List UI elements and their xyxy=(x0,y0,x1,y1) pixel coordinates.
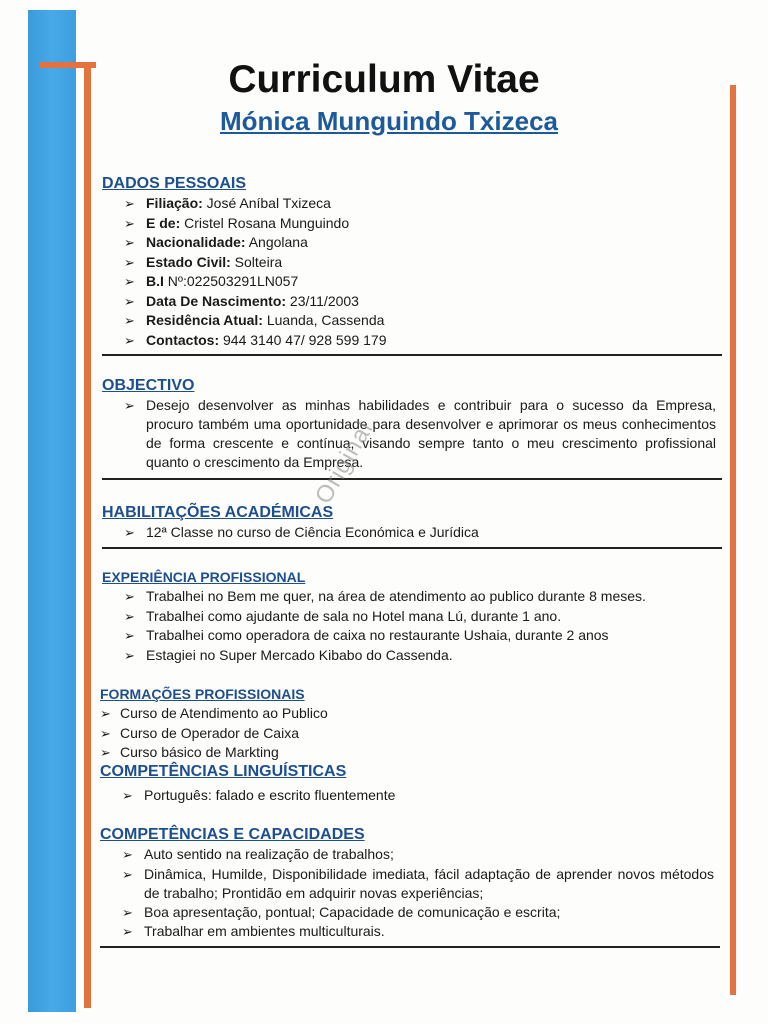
section-divider xyxy=(102,547,722,549)
arrow-bullet-icon: ➢ xyxy=(122,924,133,939)
list-item: ➢ Dinâmica, Humilde, Disponibilidade imediata, fácil adaptação de aprender novos métodos de trabalho; Prontidão em adquirir novas experiências; xyxy=(122,865,714,901)
arrow-bullet-icon: ➢ xyxy=(100,725,111,741)
arrow-bullet-icon: ➢ xyxy=(124,525,135,540)
section-divider xyxy=(102,478,722,480)
list-item: ➢ E de: Cristel Rosana Munguindo xyxy=(102,214,722,234)
list-item: ➢ Auto sentido na realização de trabalhos; xyxy=(100,845,720,865)
section-heading: COMPETÊNCIAS LINGUÍSTICAS xyxy=(100,763,347,780)
section-heading: EXPERIÊNCIA PROFISSIONAL xyxy=(102,569,306,585)
objective-text: ➢ Desejo desenvolver as minhas habilidades e contribuir para o sucesso da Empresa, procuro também uma oportunidade para desenvolver e aprimorar os meus conhecimentos de forma crescente e contínua, visando sempre tanto o meu crescimento profissional quanto o crescimento da Empresa. xyxy=(124,397,716,470)
section-heading: COMPETÊNCIAS E CAPACIDADES xyxy=(100,826,365,843)
arrow-bullet-icon: ➢ xyxy=(100,745,111,760)
list-item: ➢ 12ª Classe no curso de Ciência Económica e Jurídica xyxy=(102,523,722,543)
list-item: ➢ Trabalhei como ajudante de sala no Hotel mana Lú, durante 1 ano. xyxy=(102,607,722,627)
section-habilitacoes xyxy=(102,503,722,549)
arrow-bullet-icon: ➢ xyxy=(124,293,135,309)
arrow-bullet-icon: ➢ xyxy=(124,235,135,250)
arrow-bullet-icon: ➢ xyxy=(124,313,135,328)
section-heading: DADOS PESSOAIS xyxy=(102,175,247,192)
arrow-bullet-icon: ➢ xyxy=(124,254,135,270)
section-heading: FORMAÇÕES PROFISSIONAIS xyxy=(100,686,305,702)
section-divider xyxy=(102,354,722,356)
section-linguisticas xyxy=(100,762,720,806)
arrow-bullet-icon: ➢ xyxy=(122,847,133,862)
section-experiencia xyxy=(102,567,722,665)
section-divider xyxy=(100,946,720,948)
list-item: ➢ B.I Nº:022503291LN057 xyxy=(102,272,722,292)
arrow-bullet-icon: ➢ xyxy=(124,647,135,663)
list-item: ➢ Português: falado e escrito fluentemente xyxy=(100,786,720,806)
arrow-bullet-icon: ➢ xyxy=(122,866,133,882)
section-formacoes xyxy=(100,684,720,763)
list-item: ➢ Trabalhei como operadora de caixa no restaurante Ushaia, durante 2 anos xyxy=(102,626,722,646)
candidate-name: Mónica Munguindo Txizeca xyxy=(219,106,558,136)
list-item: ➢ Trabalhar em ambientes multiculturais. xyxy=(100,922,720,942)
list-item: ➢ Curso básico de Markting xyxy=(100,743,720,763)
list-item: ➢ Estagiei no Super Mercado Kibabo do Cassenda. xyxy=(102,646,722,666)
list-item: ➢ Boa apresentação, pontual; Capacidade de comunicação e escrita; xyxy=(100,903,720,923)
arrow-bullet-icon: ➢ xyxy=(100,706,111,721)
list-item: ➢ Trabalhei no Bem me quer, na área de atendimento ao publico durante 8 meses. xyxy=(102,587,722,607)
list-item: ➢ Curso de Atendimento ao Publico xyxy=(100,704,720,724)
arrow-bullet-icon: ➢ xyxy=(124,332,135,348)
arrow-bullet-icon: ➢ xyxy=(124,196,135,211)
list-item: ➢ Contactos: 944 3140 47/ 928 599 179 xyxy=(102,331,722,351)
arrow-bullet-icon: ➢ xyxy=(124,628,135,643)
left-blue-border-bar xyxy=(28,10,76,1012)
document-title: Curriculum Vitae xyxy=(228,58,540,101)
list-item: ➢ Residência Atual: Luanda, Cassenda xyxy=(102,311,722,331)
right-orange-line xyxy=(730,85,736,995)
list-item: ➢ Curso de Operador de Caixa xyxy=(100,724,720,744)
section-heading: OBJECTIVO xyxy=(102,377,195,394)
left-orange-line xyxy=(84,62,91,1008)
list-item: ➢ Filiação: José Aníbal Txizeca xyxy=(102,194,722,214)
section-capacidades xyxy=(100,825,720,948)
arrow-bullet-icon: ➢ xyxy=(124,274,135,289)
arrow-bullet-icon: ➢ xyxy=(124,215,135,231)
list-item: ➢ Estado Civil: Solteira xyxy=(102,253,722,273)
arrow-bullet-icon: ➢ xyxy=(124,608,135,624)
arrow-bullet-icon: ➢ xyxy=(124,589,135,604)
section-dados-pessoais xyxy=(102,174,722,356)
list-item: ➢ Data De Nascimento: 23/11/2003 xyxy=(102,292,722,312)
personal-data-list xyxy=(102,194,722,350)
section-heading: HABILITAÇÕES ACADÉMICAS xyxy=(102,504,334,521)
arrow-bullet-icon: ➢ xyxy=(122,788,133,803)
section-objectivo xyxy=(102,376,722,480)
original-stamp-watermark: Original xyxy=(310,416,379,509)
list-item: ➢ Nacionalidade: Angolana xyxy=(102,233,722,253)
arrow-bullet-icon: ➢ xyxy=(124,398,135,413)
arrow-bullet-icon: ➢ xyxy=(122,904,133,920)
